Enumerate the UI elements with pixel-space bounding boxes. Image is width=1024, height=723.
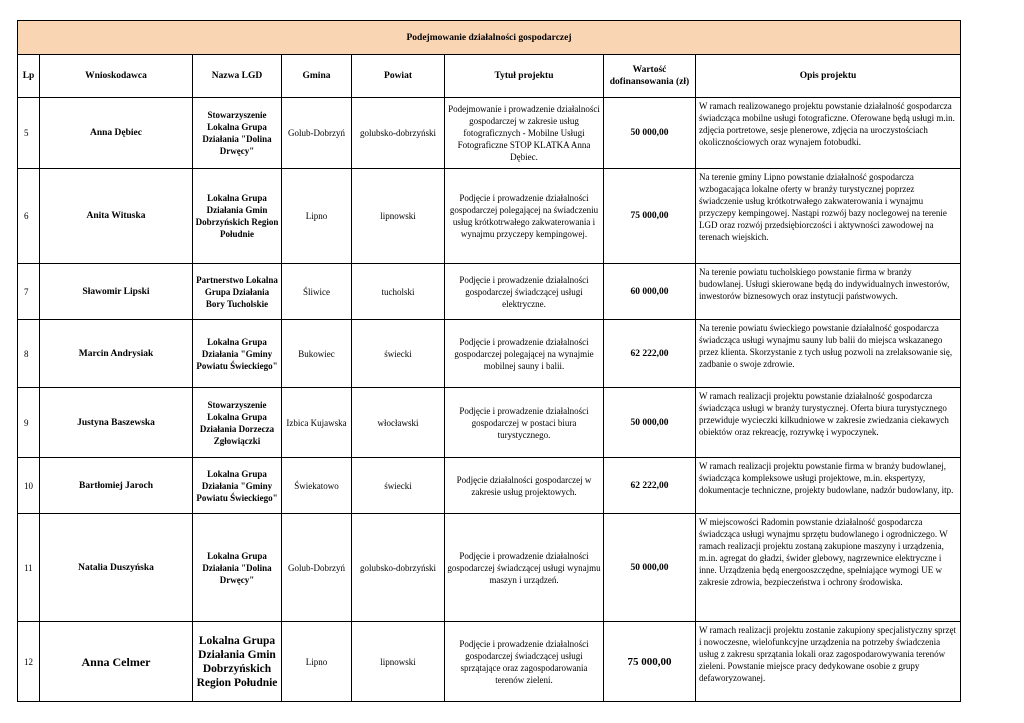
cell-tytul: Podjęcie i prowadzenie działalności gospodarczej świadczącej usługi elektryczne.: [445, 264, 604, 320]
cell-wnioskodawca: Bartłomiej Jaroch: [40, 458, 193, 514]
cell-wnioskodawca: Sławomir Lipski: [40, 264, 193, 320]
cell-opis: W ramach realizowanego projektu powstanie działalność gospodarcza świadcząca mobilne usługi fotograficzne. Oferowane będą usługi m.in. zdjęcia portretowe, sesje plenerowe, zdjęcia na uroczystościach okolicznościowych oraz wynajem fotobudki.: [696, 98, 961, 169]
header-row: [18, 55, 961, 98]
cell-lgd: Lokalna Grupa Działania "Gminy Powiatu Świeckiego": [193, 320, 282, 388]
cell-opis: W ramach realizacji projektu powstanie firma w branży budowlanej, świadcząca kompleksowe usługi projektowe, m.in. ekspertyzy, dokumentacje techniczne, projekty budowlane, nadzór budowlany, itp.: [696, 458, 961, 514]
cell-tytul: Podjęcie i prowadzenie działalności gospodarczej świadczącej usługi wynajmu maszyn i urządzeń.: [445, 514, 604, 622]
cell-gmina: Lipno: [282, 622, 352, 702]
cell-lgd: Partnerstwo Lokalna Grupa Działania Bory Tucholskie: [193, 264, 282, 320]
header-opis: Opis projektu: [696, 55, 961, 98]
cell-opis: Na terenie powiatu świeckiego powstanie działalność gospodarcza świadcząca usługi wynajmu sauny lub balii do miejsca wskazanego przez klienta. Skorzystanie z tych usług pozwoli na zrelaksowanie się, zadbanie o swoje zdrowie.: [696, 320, 961, 388]
cell-powiat: świecki: [352, 458, 445, 514]
cell-wnioskodawca: Anna Dębiec: [40, 98, 193, 169]
cell-wartosc: 62 222,00: [604, 458, 696, 514]
cell-lp: 9: [18, 388, 40, 458]
cell-opis: W ramach realizacji projektu powstanie działalność gospodarcza świadcząca usługi w branży turystycznej. Oferta biura turystycznego przewiduje wycieczki kilkudniowe w zakresie zwiedzania ciekawych obiektów oraz rekreację, rozrywkę i wypoczynek.: [696, 388, 961, 458]
table-row: [18, 320, 961, 388]
cell-lp: 11: [18, 514, 40, 622]
cell-lgd: Lokalna Grupa Działania Gmin Dobrzyńskich Region Południe: [193, 622, 282, 702]
cell-tytul: Podjęcie i prowadzenie działalności gospodarczej polegającej na wynajmie mobilnej sauny i balii.: [445, 320, 604, 388]
table-row: [18, 169, 961, 264]
title-row: [18, 21, 961, 55]
cell-lgd: Lokalna Grupa Działania "Gminy Powiatu Świeckiego": [193, 458, 282, 514]
cell-gmina: Golub-Dobrzyń: [282, 98, 352, 169]
cell-wartosc: 75 000,00: [604, 622, 696, 702]
cell-wnioskodawca: Natalia Duszyńska: [40, 514, 193, 622]
cell-tytul: Podjęcie działalności gospodarczej w zakresie usług projektowych.: [445, 458, 604, 514]
cell-wartosc: 50 000,00: [604, 98, 696, 169]
cell-powiat: lipnowski: [352, 169, 445, 264]
cell-lp: 10: [18, 458, 40, 514]
header-gmina: Gmina: [282, 55, 352, 98]
header-wnioskodawca: Wnioskodawca: [40, 55, 193, 98]
cell-lp: 5: [18, 98, 40, 169]
table-row: [18, 622, 961, 702]
cell-lgd: Stowarzyszenie Lokalna Grupa Działania Dorzecza Zgłowiączki: [193, 388, 282, 458]
cell-wnioskodawca: Anita Wituska: [40, 169, 193, 264]
cell-opis: Na terenie powiatu tucholskiego powstanie firma w branży budowlanej. Usługi skierowane będą do indywidualnych inwestorów, inwestorów biznesowych oraz instytucji państwowych.: [696, 264, 961, 320]
cell-gmina: Izbica Kujawska: [282, 388, 352, 458]
table-row: [18, 458, 961, 514]
header-tytul: Tytuł projektu: [445, 55, 604, 98]
cell-powiat: świecki: [352, 320, 445, 388]
projects-table: [17, 20, 961, 702]
cell-powiat: golubsko-dobrzyński: [352, 98, 445, 169]
cell-wartosc: 60 000,00: [604, 264, 696, 320]
table-title: Podejmowanie działalności gospodarczej: [18, 21, 961, 55]
header-lgd: Nazwa LGD: [193, 55, 282, 98]
cell-wnioskodawca: Marcin Andrysiak: [40, 320, 193, 388]
cell-powiat: tucholski: [352, 264, 445, 320]
cell-lp: 6: [18, 169, 40, 264]
cell-powiat: włocławski: [352, 388, 445, 458]
cell-opis: Na terenie gminy Lipno powstanie działalność gospodarcza wzbogacająca lokalne oferty w branży turystycznej poprzez świadczenie usług krótkotrwałego zakwaterowania i wynajmu przyczepy kempingowej. Nastąpi rozwój bazy noclegowej na terenie LGD oraz rozwój przedsiębiorczości i aktywności zawodowej na terenach wiejskich.: [696, 169, 961, 264]
cell-gmina: Bukowiec: [282, 320, 352, 388]
cell-lp: 7: [18, 264, 40, 320]
header-lp: Lp: [18, 55, 40, 98]
cell-gmina: Golub-Dobrzyń: [282, 514, 352, 622]
cell-gmina: Śliwice: [282, 264, 352, 320]
cell-lgd: Lokalna Grupa Działania "Dolina Drwęcy": [193, 514, 282, 622]
header-powiat: Powiat: [352, 55, 445, 98]
cell-gmina: Świekatowo: [282, 458, 352, 514]
cell-lp: 8: [18, 320, 40, 388]
cell-wnioskodawca: Anna Celmer: [40, 622, 193, 702]
cell-tytul: Podjęcie i prowadzenie działalności gospodarczej polegającej na świadczeniu usług krótkotrwałego zakwaterowania i wynajmu przyczepy kempingowej.: [445, 169, 604, 264]
cell-tytul: Podejmowanie i prowadzenie działalności gospodarczej w zakresie usług fotograficznych - Mobilne Usługi Fotograficzne STOP KLATKA Anna Dębiec.: [445, 98, 604, 169]
cell-opis: W ramach realizacji projektu zostanie zakupiony specjalistyczny sprzęt i nowoczesne, wielofunkcyjne urządzenia na potrzeby świadczenia usług z zakresu sprzątania lokali oraz zagospodarowywania terenów zieleni. Powstanie miejsce pracy dedykowane osobie z grupy defaworyzowanej.: [696, 622, 961, 702]
cell-tytul: Podjęcie i prowadzenie działalności gospodarczej świadczącej usługi sprzątające oraz zagospodarowania terenów zieleni.: [445, 622, 604, 702]
table-row: [18, 98, 961, 169]
table-row: [18, 514, 961, 622]
cell-lgd: Stowarzyszenie Lokalna Grupa Działania "Dolina Drwęcy": [193, 98, 282, 169]
cell-opis: W miejscowości Radomin powstanie działalność gospodarcza świadcząca usługi wynajmu sprzętu budowlanego i ogrodniczego. W ramach realizacji projektu zostaną zakupione maszyny i urządzenia, m.in. agregat do gładzi, świder glebowy, nagrzewnice elektryczne i inne. Urządzenia będą energooszczędne, spełniające wymogi UE w zakresie zdrowia, bezpieczeństwa i ochrony środowiska.: [696, 514, 961, 622]
table-row: [18, 388, 961, 458]
cell-wartosc: 50 000,00: [604, 514, 696, 622]
cell-powiat: lipnowski: [352, 622, 445, 702]
cell-lp: 12: [18, 622, 40, 702]
cell-wartosc: 62 222,00: [604, 320, 696, 388]
cell-wartosc: 50 000,00: [604, 388, 696, 458]
cell-lgd: Lokalna Grupa Działania Gmin Dobrzyńskich Region Południe: [193, 169, 282, 264]
cell-gmina: Lipno: [282, 169, 352, 264]
cell-tytul: Podjęcie i prowadzenie działalności gospodarczej w postaci biura turystycznego.: [445, 388, 604, 458]
cell-wartosc: 75 000,00: [604, 169, 696, 264]
cell-wnioskodawca: Justyna Baszewska: [40, 388, 193, 458]
cell-powiat: golubsko-dobrzyński: [352, 514, 445, 622]
header-wartosc: Wartość dofinansowania (zł): [604, 55, 696, 98]
table-row: [18, 264, 961, 320]
